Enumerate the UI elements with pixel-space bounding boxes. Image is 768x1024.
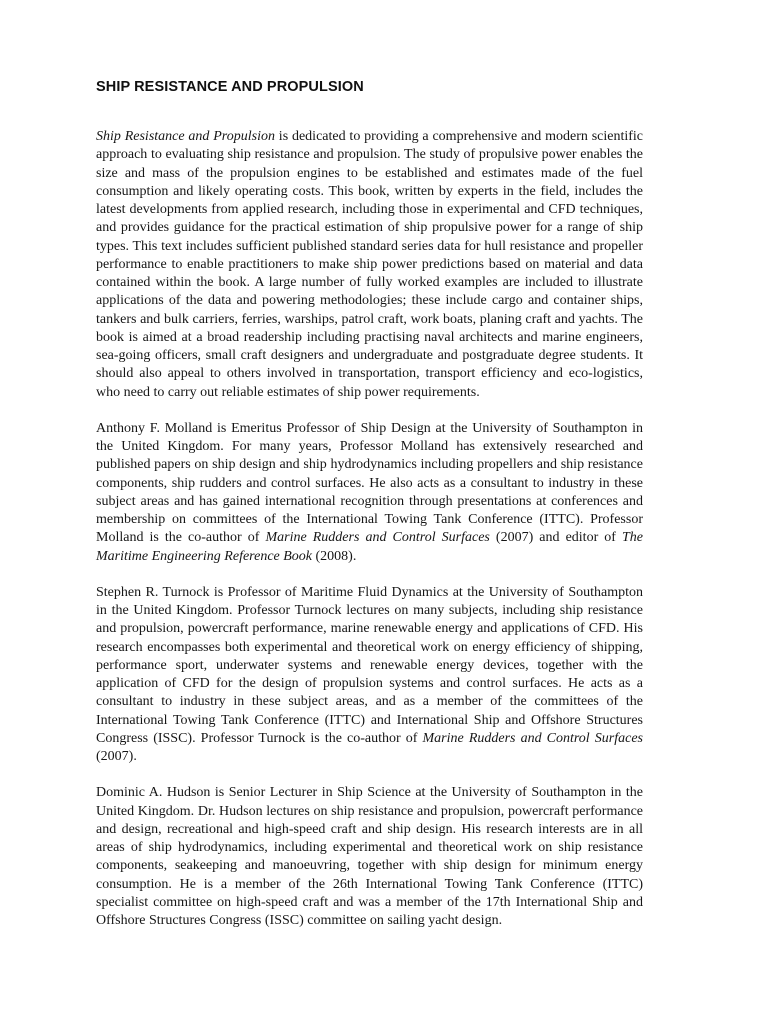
body-text: Anthony F. Molland is Emeritus Professor of Ship Design at the University of Southampton in the United Kingdom. For many years, Professor Molland has extensively researched and published papers on ship design and ship hydrodynamics including propellers and ship resistance components, ship rudders and control surfaces. He also acts as a consultant to industry in these subject areas and has gained international recognition through presentations at conferences and membership on committees of the International Towing Tank Conference (ITTC). Professor Molland is the co-author of: [96, 420, 643, 546]
author-bio-molland: [96, 420, 643, 566]
italic-title-text: Ship Resistance and Propulsion: [96, 129, 275, 144]
body-text: Dominic A. Hudson is Senior Lecturer in Ship Science at the University of Southampton in the United Kingdom. Dr. Hudson lectures on ship resistance and propulsion, powercraft performance and design, recreational and high-speed craft and ship design. His research interests are in all areas of ship hydrodynamics, including experimental and theoretical work on ship resistance components, seakeeping and manoeuvring, together with ship design for minimum energy consumption. He is a member of the 26th International Towing Tank Conference (ITTC) specialist committee on high-speed craft and was a member of the 17th International Ship and Offshore Structures Congress (ISSC) committee on sailing yacht design.: [96, 785, 643, 928]
italic-title-text: The Maritime Engineering Reference Book: [96, 530, 644, 564]
italic-title-text: Marine Rudders and Control Surfaces: [265, 530, 490, 546]
body-text: is dedicated to providing a comprehensive and modern scientific approach to evaluating ship resistance and propulsion. The study of propulsive power enables the size and mass of the propulsion engines to be established and estimates made of the fuel consumption and likely operating costs. This book, written by experts in the field, includes the latest developments from applied research, including those in experimental and CFD techniques, and provides guidance for the practical estimation of ship propulsive power for a range of ship types. This text includes sufficient published standard series data for hull resistance and propeller performance to enable practitioners to make ship power predictions based on material and data contained within the book. A large number of fully worked examples are included to illustrate applications of the data and powering methodologies; these include cargo and container ships, tankers and bulk carriers, ferries, warships, patrol craft, work boats, planing craft and yachts. The book is aimed at a broad readership including practising naval architects and marine engineers, sea-going officers, small craft designers and undergraduate and postgraduate degree students. It should also appeal to others involved in transportation, transport efficiency and eco-logistics, who need to carry out reliable estimates of ship power requirements.: [96, 129, 643, 400]
body-text: (2007) and editor of: [489, 530, 623, 546]
body-text: (2008).: [312, 548, 357, 564]
author-bio-hudson: [96, 784, 643, 930]
italic-title-text: Marine Rudders and Control Surfaces: [422, 730, 643, 746]
body-text: Stephen R. Turnock is Professor of Maritime Fluid Dynamics at the University of Southampton in the United Kingdom. Professor Turnock lectures on many subjects, including ship resistance and propulsion, powercraft performance, marine renewable energy and applications of CFD. His research encompasses both experimental and theoretical work on energy efficiency of shipping, performance sport, underwater systems and renewable energy devices, together with the application of CFD for the design of propulsion systems and control surfaces. He acts as a consultant to industry in these subject areas, and as a member of the committees of the International Towing Tank Conference (ITTC) and International Ship and Offshore Structures Congress (ISSC). Professor Turnock is the co-author of: [96, 584, 643, 746]
author-bio-turnock: [96, 584, 643, 767]
document-page: [96, 76, 643, 948]
page-title: SHIP RESISTANCE AND PROPULSION: [96, 79, 364, 95]
body-text: (2007).: [96, 749, 137, 764]
book-description-paragraph: [96, 128, 643, 402]
